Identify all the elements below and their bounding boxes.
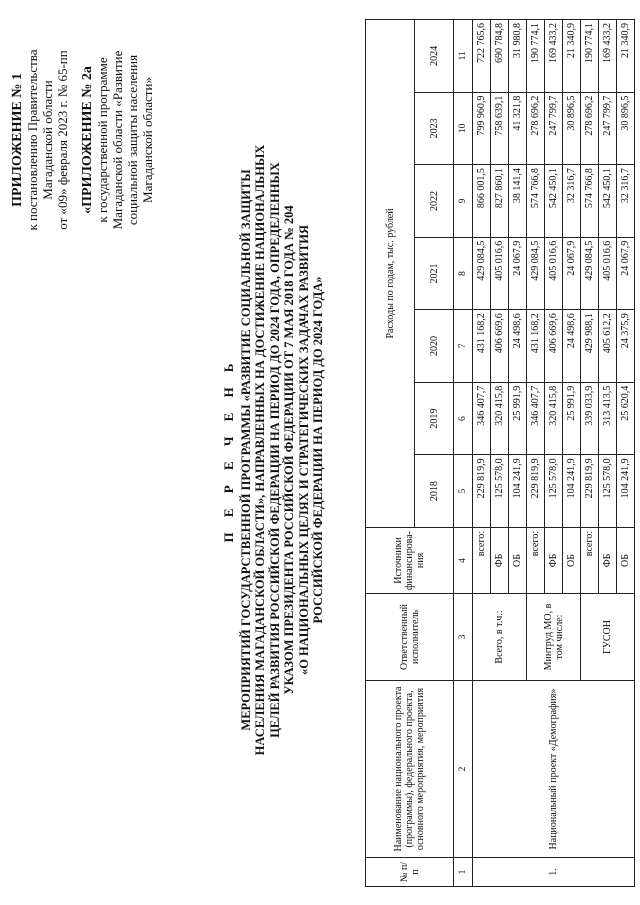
value-cell: 278 696,2 [527,92,545,165]
column-number: 2 [454,681,473,858]
value-cell: 431 168,2 [473,310,491,383]
value-cell: 405 016,6 [599,237,617,310]
title-line: РОССИЙСКОЙ ФЕДЕРАЦИИ НА ПЕРИОД ДО 2024 ГОДА» [311,276,325,624]
value-cell: 690 784,8 [491,20,509,93]
title-line: ЦЕЛЕЙ РАЗВИТИЯ РОССИЙСКОЙ ФЕДЕРАЦИИ НА ПЕРИОД ДО 2024 ГОДА, ОПРЕДЕЛЕННЫХ [267,162,282,738]
value-cell: 104 241,9 [563,455,581,528]
value-cell: 30 896,5 [617,92,635,165]
value-cell: 320 415,8 [545,382,563,455]
value-cell: 32 316,7 [617,165,635,238]
value-cell: 429 988,1 [581,310,599,383]
header-year: 2018 [415,455,454,528]
value-cell: 25 620,4 [617,382,635,455]
source-cell: ОБ [563,527,581,593]
column-number: 4 [454,527,473,593]
column-number: 5 [454,455,473,528]
value-cell: 574 766,8 [527,165,545,238]
value-cell: 574 766,8 [581,165,599,238]
appendix-title: ПРИЛОЖЕНИЕ № 1 [10,73,25,207]
source-cell: ФБ [545,527,563,593]
title-line: УКАЗОМ ПРЕЗИДЕНТА РОССИЙСКОЙ ФЕДЕРАЦИИ ОТ 7 МАЯ 2018 ГОДА № 204 [282,205,296,695]
value-cell: 125 578,0 [491,455,509,528]
value-cell: 313 413,5 [599,382,617,455]
project-name: Национальный проект «Демография» [473,681,635,858]
title-line: МЕРОПРИЯТИЙ ГОСУДАРСТВЕННОЙ ПРОГРАММЫ «РАЗВИТИЕ СОЦИАЛЬНОЙ ЗАЩИТЫ [238,169,253,731]
source-cell: ФБ [599,527,617,593]
column-number: 11 [454,20,473,93]
value-cell: 24 498,6 [509,310,527,383]
column-number: 10 [454,92,473,165]
responsible-cell: Всего, в т.ч.: [473,594,527,681]
value-cell: 21 340,9 [563,20,581,93]
sub-appendix-line: к государственной программе [95,57,110,223]
header-year: 2020 [415,310,454,383]
appendix-block [10,25,155,255]
title-line: «О НАЦИОНАЛЬНЫХ ЦЕЛЯХ И СТРАТЕГИЧЕСКИХ ЗАДАЧАХ РАЗВИТИЯ [296,224,311,676]
header-year: 2023 [415,92,454,165]
appendix-line: Магаданской области [40,80,55,200]
value-cell: 41 321,8 [509,92,527,165]
value-cell: 229 819,9 [527,455,545,528]
value-cell: 190 774,1 [581,20,599,93]
value-cell: 429 084,5 [473,237,491,310]
value-cell: 25 991,9 [509,382,527,455]
value-cell: 339 033,9 [581,382,599,455]
value-cell: 104 241,9 [509,455,527,528]
value-cell: 866 001,5 [473,165,491,238]
value-cell: 32 316,7 [563,165,581,238]
column-number: 6 [454,382,473,455]
document-title [222,50,326,850]
value-cell: 247 799,7 [599,92,617,165]
value-cell: 125 578,0 [545,455,563,528]
value-cell: 758 639,1 [491,92,509,165]
sub-appendix-line: Магаданской области «Развитие [110,50,125,230]
column-number: 8 [454,237,473,310]
value-cell: 25 991,9 [563,382,581,455]
header-expenses: Расходы по годам, тыс. рублей [366,20,415,528]
value-cell: 405 612,2 [599,310,617,383]
value-cell: 30 896,5 [563,92,581,165]
value-cell: 542 450,1 [599,165,617,238]
value-cell: 320 415,8 [491,382,509,455]
header-year: 2019 [415,382,454,455]
value-cell: 229 819,9 [581,455,599,528]
value-cell: 169 433,2 [545,20,563,93]
value-cell: 24 067,9 [563,237,581,310]
header-responsible: Ответственный исполнитель [366,594,454,681]
title-line: НАСЕЛЕНИЯ МАГАДАНСКОЙ ОБЛАСТИ», НАПРАВЛЕННЫХ НА ДОСТИЖЕНИЕ НАЦИОНАЛЬНЫХ [253,144,267,756]
value-cell: 24 375,9 [617,310,635,383]
source-cell: всего: [581,527,599,593]
column-number: 9 [454,165,473,238]
value-cell: 429 084,5 [527,237,545,310]
value-cell: 31 980,8 [509,20,527,93]
value-cell: 827 860,1 [491,165,509,238]
responsible-cell: Минтруд МО, в том числе: [527,594,581,681]
header-name: Наименование национального проекта (программы), федерального проекта, основного мероприятия, мероприятия [366,681,454,858]
value-cell: 38 141,4 [509,165,527,238]
value-cell: 229 819,9 [473,455,491,528]
value-cell: 346 407,7 [527,382,545,455]
value-cell: 104 241,9 [617,455,635,528]
header-source: Источники финансирова-ния [366,527,454,593]
header-year: 2021 [415,237,454,310]
value-cell: 247 799,7 [545,92,563,165]
header-no: № п/п [366,858,454,887]
source-cell: ФБ [491,527,509,593]
sub-appendix-line: социальной защиты населения [125,54,140,226]
value-cell: 24 498,6 [563,310,581,383]
source-cell: всего: [527,527,545,593]
header-year: 2022 [415,165,454,238]
value-cell: 799 960,9 [473,92,491,165]
value-cell: 542 450,1 [545,165,563,238]
row-number: 1. [473,858,635,887]
column-number: 3 [454,594,473,681]
value-cell: 169 433,2 [599,20,617,93]
value-cell: 405 016,6 [545,237,563,310]
value-cell: 431 168,2 [527,310,545,383]
value-cell: 21 340,9 [617,20,635,93]
title-word: П Е Р Е Ч Е Н Ь [221,357,236,543]
appendix-line: от «09» февраля 2023 г. № 65-пп [55,50,70,230]
header-year: 2024 [415,20,454,93]
appendix-line: к постановлению Правительства [25,49,40,231]
value-cell: 346 407,7 [473,382,491,455]
value-cell: 406 669,6 [491,310,509,383]
source-cell: ОБ [509,527,527,593]
value-cell: 429 084,5 [581,237,599,310]
value-cell: 24 067,9 [617,237,635,310]
value-cell: 125 578,0 [599,455,617,528]
table-row [473,20,491,887]
value-cell: 190 774,1 [527,20,545,93]
value-cell: 24 067,9 [509,237,527,310]
value-cell: 405 016,6 [491,237,509,310]
responsible-cell: ГУСОН [581,594,635,681]
value-cell: 406 669,6 [545,310,563,383]
expenses-table [365,19,635,887]
value-cell: 278 696,2 [581,92,599,165]
source-cell: ОБ [617,527,635,593]
sub-appendix-line: Магаданской области» [140,77,155,203]
sub-appendix-title: «ПРИЛОЖЕНИЕ № 2а [80,66,95,214]
column-number: 7 [454,310,473,383]
column-number: 1 [454,858,473,887]
value-cell: 722 765,6 [473,20,491,93]
source-cell: всего: [473,527,491,593]
